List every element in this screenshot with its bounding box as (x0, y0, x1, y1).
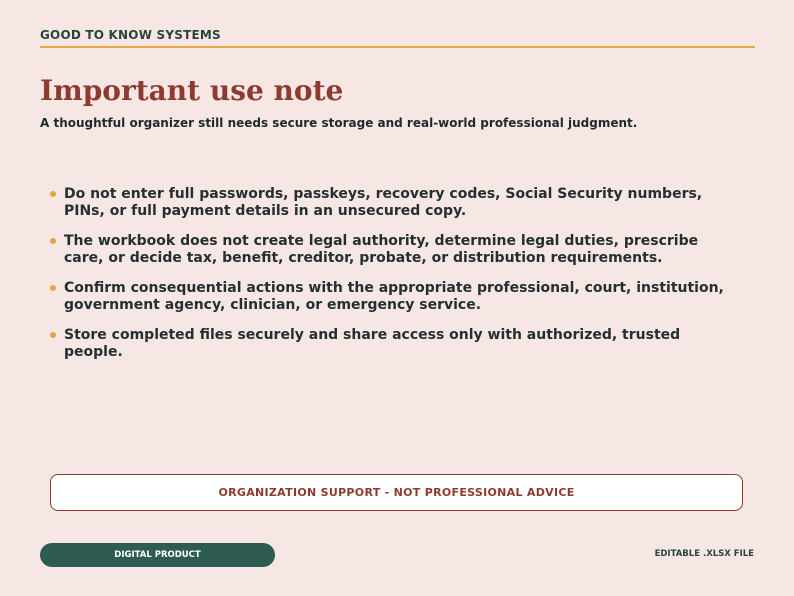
bullet-text: Store completed files securely and share access only with authorized, trusted people. (64, 327, 681, 360)
page-subtitle: A thoughtful organizer still needs secure storage and real-world professional judgment. (40, 116, 638, 130)
bullet-dot-icon (50, 191, 56, 197)
disclaimer-text: ORGANIZATION SUPPORT - NOT PROFESSIONAL ADVICE (218, 486, 575, 499)
bullet-dot-icon (50, 332, 56, 338)
bullet-dot-icon (50, 285, 56, 291)
list-item (50, 327, 730, 361)
badge-label: DIGITAL PRODUCT (114, 550, 201, 560)
digital-product-badge (40, 543, 275, 567)
list-item (50, 233, 730, 267)
disclaimer-banner (50, 474, 743, 511)
header-divider (40, 46, 755, 48)
page-title: Important use note (40, 74, 344, 107)
bullet-text: Do not enter full passwords, passkeys, recovery codes, Social Security numbers, PINs, or full payment details in an unsecured copy. (64, 186, 703, 219)
bullet-text: Confirm consequential actions with the appropriate professional, court, institution, government agency, clinician, or emergency service. (64, 280, 724, 313)
file-type-label: EDITABLE .XLSX FILE (654, 549, 754, 559)
list-item (50, 186, 730, 220)
bullet-text: The workbook does not create legal authority, determine legal duties, prescribe care, or decide tax, benefit, creditor, probate, or distribution requirements. (64, 233, 699, 266)
bullet-list (50, 186, 730, 374)
bullet-dot-icon (50, 238, 56, 244)
brand-header: GOOD TO KNOW SYSTEMS (40, 28, 221, 42)
list-item (50, 280, 730, 314)
